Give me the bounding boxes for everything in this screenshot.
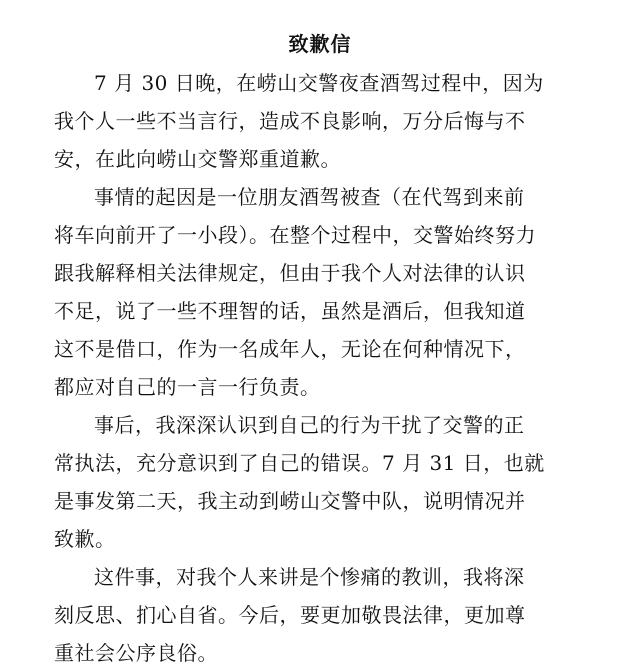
paragraph-2-line-6: 都应对自己的一言一行负责。 [54,375,321,399]
paragraph-3-line-3: 是事发第二天，我主动到崂山交警中队，说明情况并 [54,489,526,513]
paragraph-2-line-4: 不足，说了一些不理智的话，虽然是酒后，但我知道 [54,299,526,323]
paragraph-1-line-1: 7 月 30 日晚，在崂山交警夜查酒驾过程中，因为 [94,71,544,95]
paragraph-4 [54,558,602,672]
paragraph-3 [54,406,602,558]
paragraph-3-line-4: 致歉。 [54,527,116,551]
paragraph-4-line-3: 重社会公序良俗。 [54,641,218,665]
paragraph-2 [54,178,602,406]
paragraph-1-line-3: 安，在此向崂山交警郑重道歉。 [54,147,341,171]
paragraph-3-line-2: 常执法，充分意识到了自己的错误。7 月 31 日，也就 [54,451,545,475]
paragraph-3-line-1: 事后，我深深认识到自己的行为干扰了交警的正 [94,413,525,437]
paragraph-2-line-5: 这不是借口，作为一名成年人，无论在何种情况下， [54,337,526,361]
paragraph-2-line-2: 将车向前开了一小段）。在整个过程中，交警始终努力 [54,223,536,247]
paragraph-4-line-1: 这件事，对我个人来讲是个惨痛的教训，我将深 [94,565,525,589]
paragraph-4-line-2: 刻反思、扪心自省。今后，要更加敬畏法律，更加尊 [54,603,526,627]
paragraph-1 [54,64,602,178]
paragraph-2-line-1: 事情的起因是一位朋友酒驾被查（在代驾到来前 [94,185,525,209]
paragraph-1-line-2: 我个人一些不当言行，造成不良影响，万分后悔与不 [54,109,526,133]
paragraph-2-line-3: 跟我解释相关法律规定，但由于我个人对法律的认识 [54,261,526,285]
letter-title: 致歉信 [288,32,352,56]
